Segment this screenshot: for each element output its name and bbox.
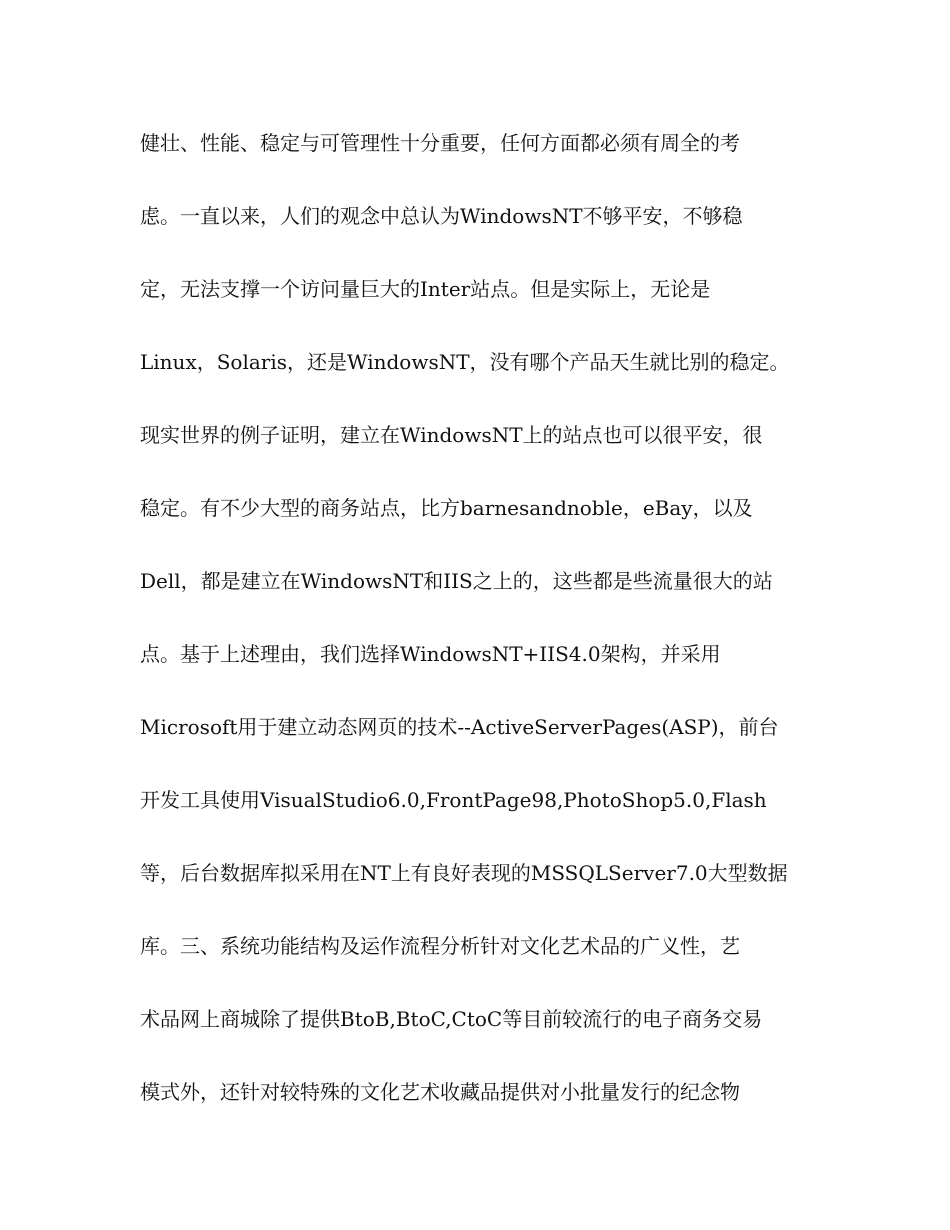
- text-line: 稳定。有不少大型的商务站点，比方barnesandnoble，eBay，以及: [140, 496, 753, 520]
- text-line: 定，无法支撑一个访问量巨大的Inter站点。但是实际上，无论是: [140, 277, 711, 301]
- text-line: 点。基于上述理由，我们选择WindowsNT+IIS4.0架构，并采用: [140, 642, 721, 666]
- text-line: 库。三、系统功能结构及运作流程分析针对文化艺术品的广义性，艺: [140, 934, 740, 958]
- text-line: Dell，都是建立在WindowsNT和IIS之上的，这些都是些流量很大的站: [140, 569, 773, 593]
- text-line: 虑。一直以来，人们的观念中总认为WindowsNT不够平安，不够稳: [140, 204, 743, 228]
- text-line: 等，后台数据库拟采用在NT上有良好表现的MSSQLServer7.0大型数据: [140, 861, 788, 885]
- text-line: 现实世界的例子证明，建立在WindowsNT上的站点也可以很平安，很: [140, 423, 763, 447]
- text-line: 健壮、性能、稳定与可管理性十分重要，任何方面都必须有周全的考: [140, 131, 740, 155]
- text-line: 术品网上商城除了提供BtoB,BtoC,CtoC等目前较流行的电子商务交易: [140, 1007, 763, 1031]
- text-line: Microsoft用于建立动态网页的技术--ActiveServerPages(ASP)，前台: [140, 715, 779, 739]
- text-line: 模式外，还针对较特殊的文化艺术收藏品提供对小批量发行的纪念物: [140, 1080, 740, 1104]
- text-line: 开发工具使用VisualStudio6.0,FrontPage98,PhotoShop5.0,Flash: [140, 788, 767, 812]
- text-line: Linux，Solaris，还是WindowsNT，没有哪个产品天生就比别的稳定。: [140, 350, 790, 374]
